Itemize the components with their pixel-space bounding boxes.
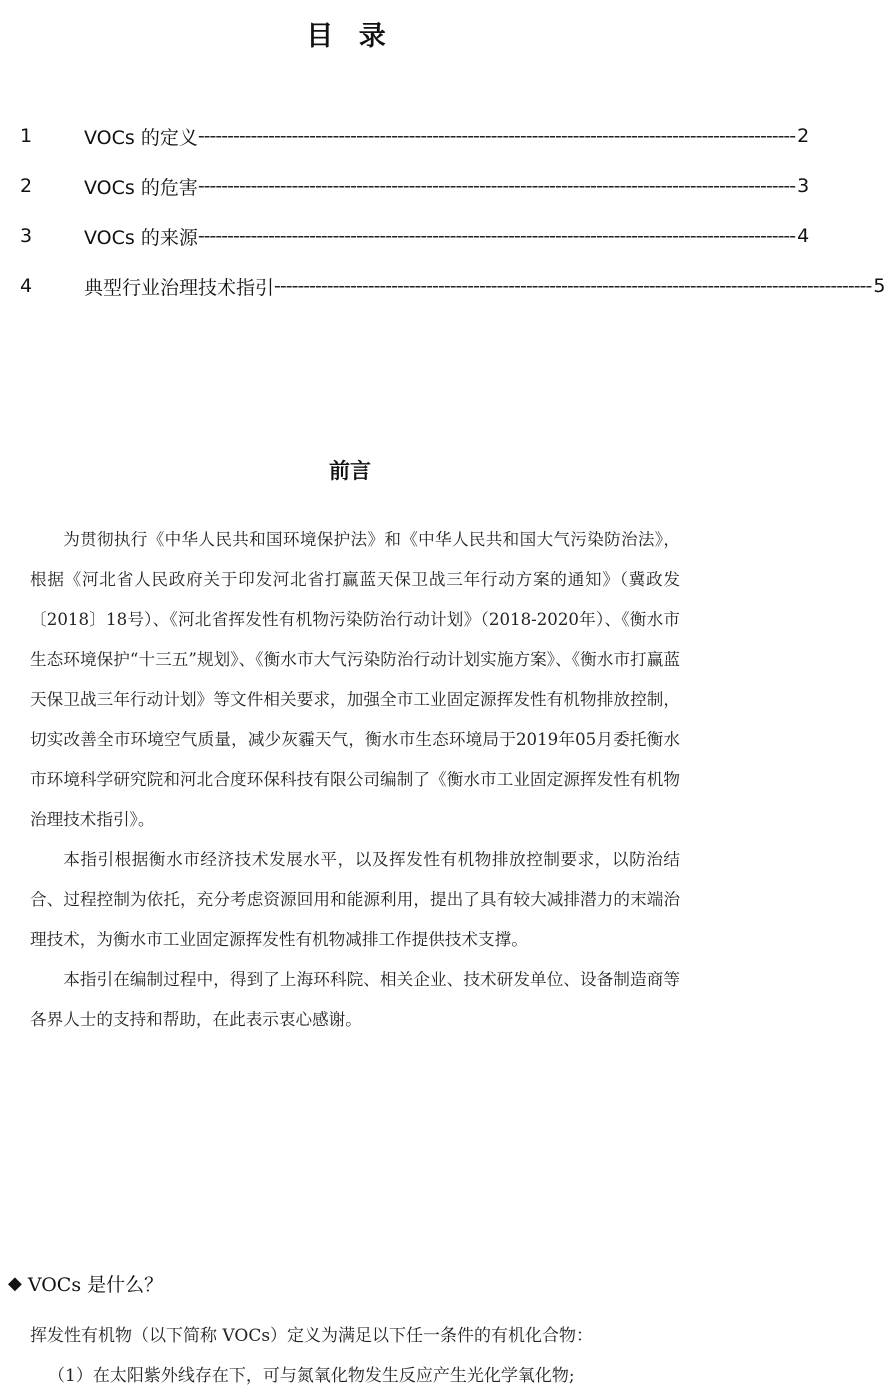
toc-leader: ------------------------------------------------------------------------------------------------------ [197, 225, 796, 247]
vocs-item-1: （1）在太阳紫外线存在下，可与氮氧化物发生反应产生光化学氧化物; [48, 1366, 575, 1386]
preface-title: 前言 [329, 459, 371, 483]
toc-item-number: 1 [20, 125, 33, 147]
toc-item-page: 4 [797, 225, 810, 247]
toc-leader: ------------------------------------------------------------------------------------------------------ [274, 275, 872, 297]
diamond-bullet-icon: ◆ [8, 1273, 22, 1294]
toc-item-2[interactable] [20, 166, 810, 206]
preface-paragraph: 本指引根据衡水市经济技术发展水平，以及挥发性有机物排放控制要求，以防治结合、过程控制为依托，充分考虑资源回用和能源利用，提出了具有较大减排潜力的末端治理技术，为衡水市工业固定源挥发性有机物减排工作提供技术支撑。 [30, 850, 680, 949]
preface-paragraph: 本指引在编制过程中，得到了上海环科院、相关企业、技术研发单位、设备制造商等各界人士的支持和帮助，在此表示衷心感谢。 [30, 970, 680, 1029]
toc-item-label: VOCs 的定义 [84, 126, 198, 149]
toc-item-label: VOCs 的危害 [84, 176, 198, 199]
toc-item-page: 5 [873, 275, 885, 297]
vocs-heading-text: VOCs 是什么？ [27, 1274, 164, 1296]
toc-item-number: 3 [20, 225, 33, 247]
vocs-intro: 挥发性有机物（以下简称 VOCs）定义为满足以下任一条件的有机化合物： [30, 1326, 594, 1346]
toc-item-number: 2 [20, 175, 33, 197]
toc-item-page: 3 [797, 175, 810, 197]
toc-leader: ------------------------------------------------------------------------------------------------------ [197, 125, 796, 147]
toc-item-3[interactable] [20, 216, 810, 256]
toc-item-page: 2 [797, 125, 810, 147]
toc-item-1[interactable] [20, 116, 810, 156]
toc-title: 目 录 [306, 21, 394, 52]
vocs-section-body [30, 1316, 690, 1396]
toc-item-number: 4 [20, 275, 33, 297]
vocs-section-heading [8, 1270, 688, 1297]
toc-leader: ------------------------------------------------------------------------------------------------------ [197, 175, 796, 197]
toc-item-label: VOCs 的来源 [84, 226, 198, 249]
toc-item-4[interactable] [20, 266, 885, 306]
preface-paragraph: 为贯彻执行《中华人民共和国环境保护法》和《中华人民共和国大气污染防治法》，根据《河北省人民政府关于印发河北省打赢蓝天保卫战三年行动方案的通知》（冀政发〔2018〕18号）、《河北省挥发性有机物污染防治行动计划》（2018-2020年）、《衡水市生态环境保护“十三五”规划》、《衡水市大气污染防治行动计划实施方案》、《衡水市打赢蓝天保卫战三年行动计划》等文件相关要求，加强全市工业固定源挥发性有机物排放控制，切实改善全市环境空气质量，减少灰霾天气，衡水市生态环境局于2019年05月委托衡水市环境科学研究院和河北合度环保科技有限公司编制了《衡水市工业固定源挥发性有机物治理技术指引》。 [30, 530, 680, 829]
preface-body [30, 520, 680, 1040]
toc-item-label: 典型行业治理技术指引 [84, 276, 275, 299]
